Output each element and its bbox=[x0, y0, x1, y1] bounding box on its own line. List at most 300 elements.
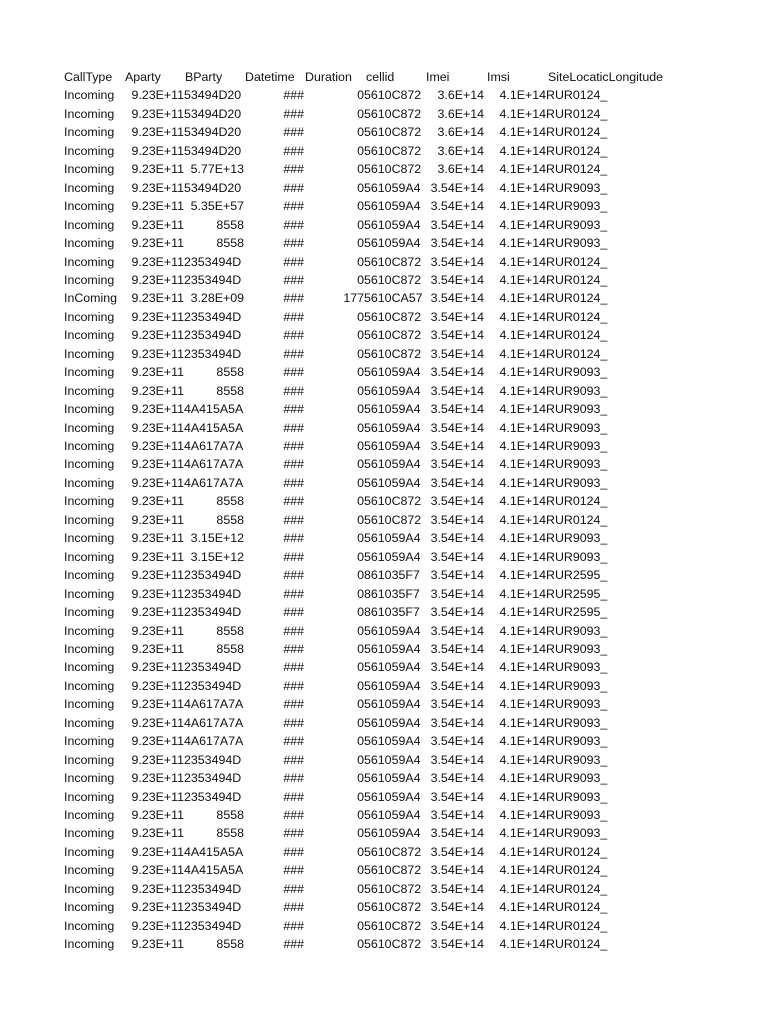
cell-imsi: 4.1E+14 bbox=[499, 697, 546, 712]
cell-calltype: Incoming bbox=[64, 734, 115, 749]
cell-aparty: 9.23E+11 bbox=[131, 125, 184, 140]
cell-datetime: ### bbox=[283, 808, 304, 822]
cell-datetime: ### bbox=[283, 641, 304, 656]
cell-calltype: Incoming bbox=[64, 217, 115, 232]
cell-duration: 0 bbox=[357, 660, 364, 675]
cell-duration: 0 bbox=[357, 623, 364, 638]
cell-cellid: 561059A4 bbox=[364, 531, 421, 546]
cell-aparty: 9.23E+11 bbox=[131, 826, 184, 841]
cell-duration: 0 bbox=[357, 900, 364, 915]
cell-bparty: 8558 bbox=[216, 512, 244, 527]
cell-imsi: 4.1E+14 bbox=[499, 641, 546, 656]
cell-sitelocation: RUR9093_ bbox=[546, 402, 608, 417]
cell-calltype: Incoming bbox=[64, 752, 115, 767]
cell-imei: 3.54E+14 bbox=[430, 291, 484, 306]
cell-bparty: 8558 bbox=[216, 623, 244, 638]
cell-aparty: 9.23E+11 bbox=[131, 180, 184, 195]
cell-aparty: 9.23E+11 bbox=[131, 254, 184, 269]
cell-datetime: ### bbox=[283, 475, 304, 490]
cell-cellid: 5610C872 bbox=[364, 88, 422, 103]
cell-aparty: 9.23E+11 bbox=[131, 475, 184, 490]
cell-cellid: 861035F7 bbox=[364, 605, 420, 620]
table-row bbox=[0, 511, 768, 529]
table-row bbox=[0, 437, 768, 455]
cell-calltype: Incoming bbox=[64, 420, 115, 435]
table-row bbox=[0, 603, 768, 621]
cell-cellid: 561059A4 bbox=[364, 236, 421, 251]
cell-datetime: ### bbox=[283, 328, 304, 343]
cell-duration: 0 bbox=[357, 236, 364, 251]
cell-imsi: 4.1E+14 bbox=[499, 254, 546, 269]
cell-datetime: ### bbox=[283, 272, 304, 287]
cell-bparty: 8558 bbox=[216, 641, 244, 656]
cell-datetime: ### bbox=[283, 180, 304, 195]
table-row bbox=[0, 179, 768, 197]
table-row bbox=[0, 105, 768, 123]
cell-sitelocation: RUR9093_ bbox=[546, 826, 608, 841]
cell-imei: 3.54E+14 bbox=[430, 697, 484, 712]
cell-bparty: 2353494D bbox=[184, 272, 242, 287]
cell-duration: 0 bbox=[357, 715, 364, 730]
cell-sitelocation: RUR0124_ bbox=[546, 863, 608, 878]
cell-datetime: ### bbox=[283, 494, 304, 509]
table-row bbox=[0, 363, 768, 381]
cell-sitelocation: RUR9093_ bbox=[546, 475, 608, 490]
cell-imei: 3.54E+14 bbox=[430, 734, 484, 749]
cell-calltype: Incoming bbox=[64, 789, 115, 804]
cell-calltype: Incoming bbox=[64, 531, 115, 546]
table-row bbox=[0, 824, 768, 842]
cell-imsi: 4.1E+14 bbox=[499, 106, 546, 121]
table-row bbox=[0, 529, 768, 547]
cell-cellid: 561059A4 bbox=[364, 365, 421, 380]
cell-imsi: 4.1E+14 bbox=[499, 180, 546, 195]
cell-cellid: 561059A4 bbox=[364, 752, 421, 767]
cell-calltype: Incoming bbox=[64, 844, 115, 859]
cell-imsi: 4.1E+14 bbox=[499, 272, 546, 287]
cell-aparty: 9.23E+11 bbox=[131, 199, 184, 214]
cell-cellid: 561059A4 bbox=[364, 383, 421, 398]
header-aparty: Aparty bbox=[125, 70, 161, 84]
cell-bparty: 2353494D bbox=[184, 328, 242, 343]
cell-aparty: 9.23E+11 bbox=[131, 586, 184, 601]
cell-imei: 3.54E+14 bbox=[430, 789, 484, 804]
cell-calltype: Incoming bbox=[64, 586, 115, 601]
cell-calltype: Incoming bbox=[64, 309, 115, 324]
cell-imei: 3.54E+14 bbox=[430, 309, 484, 324]
cell-duration: 0 bbox=[357, 918, 364, 933]
cell-sitelocation: RUR9093_ bbox=[546, 383, 608, 398]
cell-duration: 0 bbox=[357, 106, 364, 121]
cell-duration: 0 bbox=[357, 439, 364, 453]
cell-aparty: 9.23E+11 bbox=[131, 715, 184, 730]
cell-imei: 3.54E+14 bbox=[430, 678, 484, 693]
cell-aparty: 9.23E+11 bbox=[131, 697, 184, 712]
cell-imsi: 4.1E+14 bbox=[499, 771, 546, 786]
cell-sitelocation: RUR9093_ bbox=[546, 199, 608, 214]
cell-calltype: Incoming bbox=[64, 605, 115, 620]
cell-imei: 3.54E+14 bbox=[430, 918, 484, 933]
cell-bparty: 5.77E+13 bbox=[190, 162, 244, 177]
cell-imei: 3.54E+14 bbox=[430, 254, 484, 269]
cell-aparty: 9.23E+11 bbox=[131, 789, 184, 804]
cell-calltype: Incoming bbox=[64, 549, 115, 564]
table-row bbox=[0, 861, 768, 879]
table-row bbox=[0, 751, 768, 769]
cell-datetime: ### bbox=[283, 568, 304, 583]
cell-aparty: 9.23E+11 bbox=[131, 752, 184, 767]
cell-imei: 3.54E+14 bbox=[430, 549, 484, 564]
cell-calltype: Incoming bbox=[64, 881, 115, 896]
cell-cellid: 5610C872 bbox=[364, 125, 422, 140]
cell-aparty: 9.23E+11 bbox=[131, 88, 184, 103]
cell-cellid: 5610C872 bbox=[364, 328, 422, 343]
cell-duration: 0 bbox=[357, 309, 364, 324]
cell-imei: 3.54E+14 bbox=[430, 586, 484, 601]
cell-datetime: ### bbox=[283, 125, 304, 140]
cell-imei: 3.54E+14 bbox=[430, 346, 484, 361]
cell-calltype: Incoming bbox=[64, 365, 115, 380]
cell-aparty: 9.23E+11 bbox=[131, 937, 184, 952]
cell-calltype: Incoming bbox=[64, 457, 115, 472]
cell-imei: 3.54E+14 bbox=[430, 641, 484, 656]
cell-cellid: 561059A4 bbox=[364, 420, 421, 435]
cell-duration: 0 bbox=[357, 162, 364, 177]
cell-duration: 0 bbox=[357, 752, 364, 767]
cell-sitelocation: RUR0124_ bbox=[546, 125, 608, 140]
cell-imsi: 4.1E+14 bbox=[499, 531, 546, 546]
cell-imsi: 4.1E+14 bbox=[499, 605, 546, 620]
cell-bparty: 8558 bbox=[216, 383, 244, 398]
table-row bbox=[0, 142, 768, 160]
cell-aparty: 9.23E+11 bbox=[131, 678, 184, 693]
cell-duration: 0 bbox=[357, 328, 364, 343]
cell-duration: 0 bbox=[357, 365, 364, 380]
cell-sitelocation: RUR0124_ bbox=[546, 494, 608, 509]
cell-sitelocation: RUR9093_ bbox=[546, 365, 608, 380]
cell-imei: 3.54E+14 bbox=[430, 623, 484, 638]
cell-calltype: Incoming bbox=[64, 106, 115, 121]
table-row bbox=[0, 455, 768, 473]
cell-cellid: 561059A4 bbox=[364, 660, 421, 675]
cell-duration: 0 bbox=[357, 420, 364, 435]
table-row bbox=[0, 326, 768, 344]
cell-bparty: 2353494D bbox=[184, 660, 242, 675]
cell-calltype: Incoming bbox=[64, 678, 115, 693]
cell-duration: 0 bbox=[357, 863, 364, 878]
cell-datetime: ### bbox=[283, 457, 304, 472]
cell-datetime: ### bbox=[283, 844, 304, 859]
cell-bparty: 4A415A5A bbox=[184, 420, 244, 435]
cell-sitelocation: RUR2595_ bbox=[546, 605, 608, 620]
table-row bbox=[0, 917, 768, 935]
cell-calltype: Incoming bbox=[64, 88, 115, 103]
cell-sitelocation: RUR0124_ bbox=[546, 254, 608, 269]
cell-aparty: 9.23E+11 bbox=[131, 106, 184, 121]
cell-cellid: 5610C872 bbox=[364, 309, 422, 324]
cell-datetime: ### bbox=[283, 715, 304, 730]
cell-cellid: 5610C872 bbox=[364, 494, 422, 509]
cell-bparty: 53494D20 bbox=[184, 180, 242, 195]
cell-imei: 3.6E+14 bbox=[437, 125, 484, 140]
cell-bparty: 2353494D bbox=[184, 605, 242, 620]
cell-duration: 177 bbox=[343, 291, 364, 306]
cell-sitelocation: RUR0124_ bbox=[546, 143, 608, 158]
cell-calltype: Incoming bbox=[64, 568, 115, 583]
cell-imei: 3.54E+14 bbox=[430, 937, 484, 952]
table-row bbox=[0, 123, 768, 141]
cell-bparty: 2353494D bbox=[184, 771, 242, 786]
cell-imei: 3.54E+14 bbox=[430, 328, 484, 343]
cell-duration: 0 bbox=[357, 88, 364, 103]
cell-imsi: 4.1E+14 bbox=[499, 752, 546, 767]
cell-sitelocation: RUR0124_ bbox=[546, 162, 608, 177]
cell-cellid: 5610C872 bbox=[364, 863, 422, 878]
cell-calltype: Incoming bbox=[64, 236, 115, 251]
cell-sitelocation: RUR9093_ bbox=[546, 420, 608, 435]
cell-bparty: 8558 bbox=[216, 826, 244, 841]
cell-imei: 3.54E+14 bbox=[430, 494, 484, 509]
cell-bparty: 2353494D bbox=[184, 568, 242, 583]
cell-cellid: 561059A4 bbox=[364, 180, 421, 195]
cell-sitelocation: RUR9093_ bbox=[546, 180, 608, 195]
cell-bparty: 53494D20 bbox=[184, 88, 242, 103]
cell-sitelocation: RUR9093_ bbox=[546, 752, 608, 767]
cell-datetime: ### bbox=[283, 881, 304, 896]
cell-calltype: Incoming bbox=[64, 328, 115, 343]
table-row bbox=[0, 492, 768, 510]
cell-aparty: 9.23E+11 bbox=[131, 383, 184, 398]
cell-imsi: 4.1E+14 bbox=[499, 346, 546, 361]
table-row bbox=[0, 160, 768, 178]
cell-imei: 3.54E+14 bbox=[430, 844, 484, 859]
cell-datetime: ### bbox=[283, 346, 304, 361]
cell-datetime: ### bbox=[283, 254, 304, 269]
header-imei: Imei bbox=[426, 70, 450, 84]
cell-duration: 0 bbox=[357, 494, 364, 509]
cell-bparty: 8558 bbox=[216, 365, 244, 380]
cell-aparty: 9.23E+11 bbox=[131, 217, 184, 232]
cell-bparty: 8558 bbox=[216, 494, 244, 509]
cell-calltype: Incoming bbox=[64, 660, 115, 675]
cell-aparty: 9.23E+11 bbox=[131, 863, 184, 878]
table-row bbox=[0, 658, 768, 676]
cell-duration: 0 bbox=[357, 826, 364, 841]
cell-cellid: 5610C872 bbox=[364, 272, 422, 287]
cell-cellid: 561059A4 bbox=[364, 402, 421, 417]
cell-datetime: ### bbox=[283, 900, 304, 915]
cell-cellid: 561059A4 bbox=[364, 641, 421, 656]
table-row bbox=[0, 271, 768, 289]
cell-bparty: 2353494D bbox=[184, 346, 242, 361]
cell-bparty: 5.35E+57 bbox=[190, 199, 244, 214]
cell-imei: 3.54E+14 bbox=[430, 771, 484, 786]
cell-sitelocation: RUR9093_ bbox=[546, 439, 608, 453]
cell-aparty: 9.23E+11 bbox=[131, 568, 184, 583]
cell-calltype: Incoming bbox=[64, 180, 115, 195]
table-row bbox=[0, 345, 768, 363]
cell-calltype: Incoming bbox=[64, 125, 115, 140]
cell-duration: 0 bbox=[357, 771, 364, 786]
cell-imsi: 4.1E+14 bbox=[499, 420, 546, 435]
cell-imsi: 4.1E+14 bbox=[499, 789, 546, 804]
cell-aparty: 9.23E+11 bbox=[131, 512, 184, 527]
cell-datetime: ### bbox=[283, 402, 304, 417]
cell-duration: 0 bbox=[357, 844, 364, 859]
cell-sitelocation: RUR0124_ bbox=[546, 512, 608, 527]
cell-cellid: 5610C872 bbox=[364, 143, 422, 158]
cell-calltype: Incoming bbox=[64, 623, 115, 638]
cell-aparty: 9.23E+11 bbox=[131, 881, 184, 896]
cell-sitelocation: RUR0124_ bbox=[546, 937, 608, 952]
cell-duration: 0 bbox=[357, 475, 364, 490]
cell-aparty: 9.23E+11 bbox=[131, 420, 184, 435]
cell-cellid: 5610C872 bbox=[364, 254, 422, 269]
cell-imei: 3.54E+14 bbox=[430, 420, 484, 435]
header-imsi: Imsi bbox=[487, 70, 510, 84]
cell-datetime: ### bbox=[283, 660, 304, 675]
cell-datetime: ### bbox=[283, 752, 304, 767]
cell-bparty: 4A415A5A bbox=[184, 863, 244, 878]
cell-datetime: ### bbox=[283, 697, 304, 712]
cell-aparty: 9.23E+11 bbox=[131, 494, 184, 509]
cell-cellid: 561059A4 bbox=[364, 808, 421, 822]
cell-bparty: 8558 bbox=[216, 937, 244, 952]
cell-imsi: 4.1E+14 bbox=[499, 623, 546, 638]
cell-aparty: 9.23E+11 bbox=[131, 771, 184, 786]
cell-cellid: 561059A4 bbox=[364, 439, 421, 453]
cell-duration: 0 bbox=[357, 217, 364, 232]
table-row bbox=[0, 474, 768, 492]
cell-imsi: 4.1E+14 bbox=[499, 457, 546, 472]
cell-calltype: InComing bbox=[64, 291, 118, 306]
cell-datetime: ### bbox=[283, 512, 304, 527]
cell-cellid: 561059A4 bbox=[364, 734, 421, 749]
cell-calltype: Incoming bbox=[64, 199, 115, 214]
cell-cellid: 5610C872 bbox=[364, 512, 422, 527]
cell-imsi: 4.1E+14 bbox=[499, 494, 546, 509]
header-duration: Duration bbox=[305, 70, 352, 84]
cell-imei: 3.54E+14 bbox=[430, 808, 484, 822]
cell-datetime: ### bbox=[283, 383, 304, 398]
cell-datetime: ### bbox=[283, 199, 304, 214]
header-row bbox=[0, 68, 768, 86]
cell-duration: 0 bbox=[357, 180, 364, 195]
table-row bbox=[0, 289, 768, 307]
cell-imei: 3.6E+14 bbox=[437, 162, 484, 177]
cell-duration: 0 bbox=[357, 808, 364, 822]
cell-cellid: 5610C872 bbox=[364, 346, 422, 361]
cell-duration: 0 bbox=[357, 734, 364, 749]
cell-datetime: ### bbox=[283, 236, 304, 251]
cell-imsi: 4.1E+14 bbox=[499, 678, 546, 693]
cell-duration: 0 bbox=[357, 199, 364, 214]
cell-duration: 0 bbox=[357, 254, 364, 269]
cell-bparty: 8558 bbox=[216, 236, 244, 251]
table-row bbox=[0, 382, 768, 400]
cell-datetime: ### bbox=[283, 88, 304, 103]
table-row bbox=[0, 769, 768, 787]
table-row bbox=[0, 935, 768, 953]
cell-aparty: 9.23E+11 bbox=[131, 309, 184, 324]
cell-cellid: 561059A4 bbox=[364, 549, 421, 564]
cell-bparty: 53494D20 bbox=[184, 125, 242, 140]
cell-aparty: 9.23E+11 bbox=[131, 549, 184, 564]
cell-duration: 0 bbox=[357, 678, 364, 693]
cell-sitelocation: RUR9093_ bbox=[546, 217, 608, 232]
cell-calltype: Incoming bbox=[64, 162, 115, 177]
cell-aparty: 9.23E+11 bbox=[131, 844, 184, 859]
cell-cellid: 5610C872 bbox=[364, 844, 422, 859]
cell-bparty: 2353494D bbox=[184, 752, 242, 767]
cell-imei: 3.54E+14 bbox=[430, 199, 484, 214]
table-row bbox=[0, 640, 768, 658]
cell-sitelocation: RUR9093_ bbox=[546, 697, 608, 712]
cell-imsi: 4.1E+14 bbox=[499, 660, 546, 675]
cell-datetime: ### bbox=[283, 789, 304, 804]
header-datetime: Datetime bbox=[245, 70, 295, 84]
cell-cellid: 5610C872 bbox=[364, 106, 422, 121]
cell-datetime: ### bbox=[283, 937, 304, 952]
cell-imsi: 4.1E+14 bbox=[499, 328, 546, 343]
table-row bbox=[0, 585, 768, 603]
cell-imei: 3.54E+14 bbox=[430, 236, 484, 251]
cell-sitelocation: RUR0124_ bbox=[546, 900, 608, 915]
cell-cellid: 561059A4 bbox=[364, 623, 421, 638]
cell-sitelocation: RUR9093_ bbox=[546, 789, 608, 804]
cell-imsi: 4.1E+14 bbox=[499, 291, 546, 306]
cell-imsi: 4.1E+14 bbox=[499, 402, 546, 417]
cell-imei: 3.54E+14 bbox=[430, 900, 484, 915]
cell-bparty: 4A617A7A bbox=[184, 697, 244, 712]
cell-cellid: 5610C872 bbox=[364, 937, 422, 952]
cell-imei: 3.54E+14 bbox=[430, 217, 484, 232]
cell-cellid: 561059A4 bbox=[364, 475, 421, 490]
cell-cellid: 5610C872 bbox=[364, 900, 422, 915]
cell-sitelocation: RUR0124_ bbox=[546, 272, 608, 287]
cell-aparty: 9.23E+11 bbox=[131, 439, 184, 453]
cell-bparty: 2353494D bbox=[184, 678, 242, 693]
cell-bparty: 2353494D bbox=[184, 586, 242, 601]
cell-sitelocation: RUR0124_ bbox=[546, 346, 608, 361]
cell-aparty: 9.23E+11 bbox=[131, 918, 184, 933]
cell-datetime: ### bbox=[283, 863, 304, 878]
cell-bparty: 2353494D bbox=[184, 254, 242, 269]
cell-bparty: 2353494D bbox=[184, 900, 242, 915]
cell-imsi: 4.1E+14 bbox=[499, 808, 546, 822]
cell-calltype: Incoming bbox=[64, 494, 115, 509]
table-row bbox=[0, 419, 768, 437]
cell-cellid: 561059A4 bbox=[364, 697, 421, 712]
cell-sitelocation: RUR0124_ bbox=[546, 328, 608, 343]
cell-imsi: 4.1E+14 bbox=[499, 365, 546, 380]
cell-sitelocation: RUR9093_ bbox=[546, 715, 608, 730]
cell-bparty: 2353494D bbox=[184, 881, 242, 896]
cell-aparty: 9.23E+11 bbox=[131, 291, 184, 306]
cell-datetime: ### bbox=[283, 918, 304, 933]
table-row bbox=[0, 843, 768, 861]
cell-sitelocation: RUR9093_ bbox=[546, 623, 608, 638]
cell-bparty: 4A617A7A bbox=[184, 457, 244, 472]
cell-imsi: 4.1E+14 bbox=[499, 844, 546, 859]
cell-sitelocation: RUR0124_ bbox=[546, 918, 608, 933]
table-row bbox=[0, 622, 768, 640]
cell-aparty: 9.23E+11 bbox=[131, 402, 184, 417]
table-row bbox=[0, 216, 768, 234]
cell-calltype: Incoming bbox=[64, 143, 115, 158]
cell-bparty: 4A617A7A bbox=[184, 734, 244, 749]
cell-imsi: 4.1E+14 bbox=[499, 586, 546, 601]
